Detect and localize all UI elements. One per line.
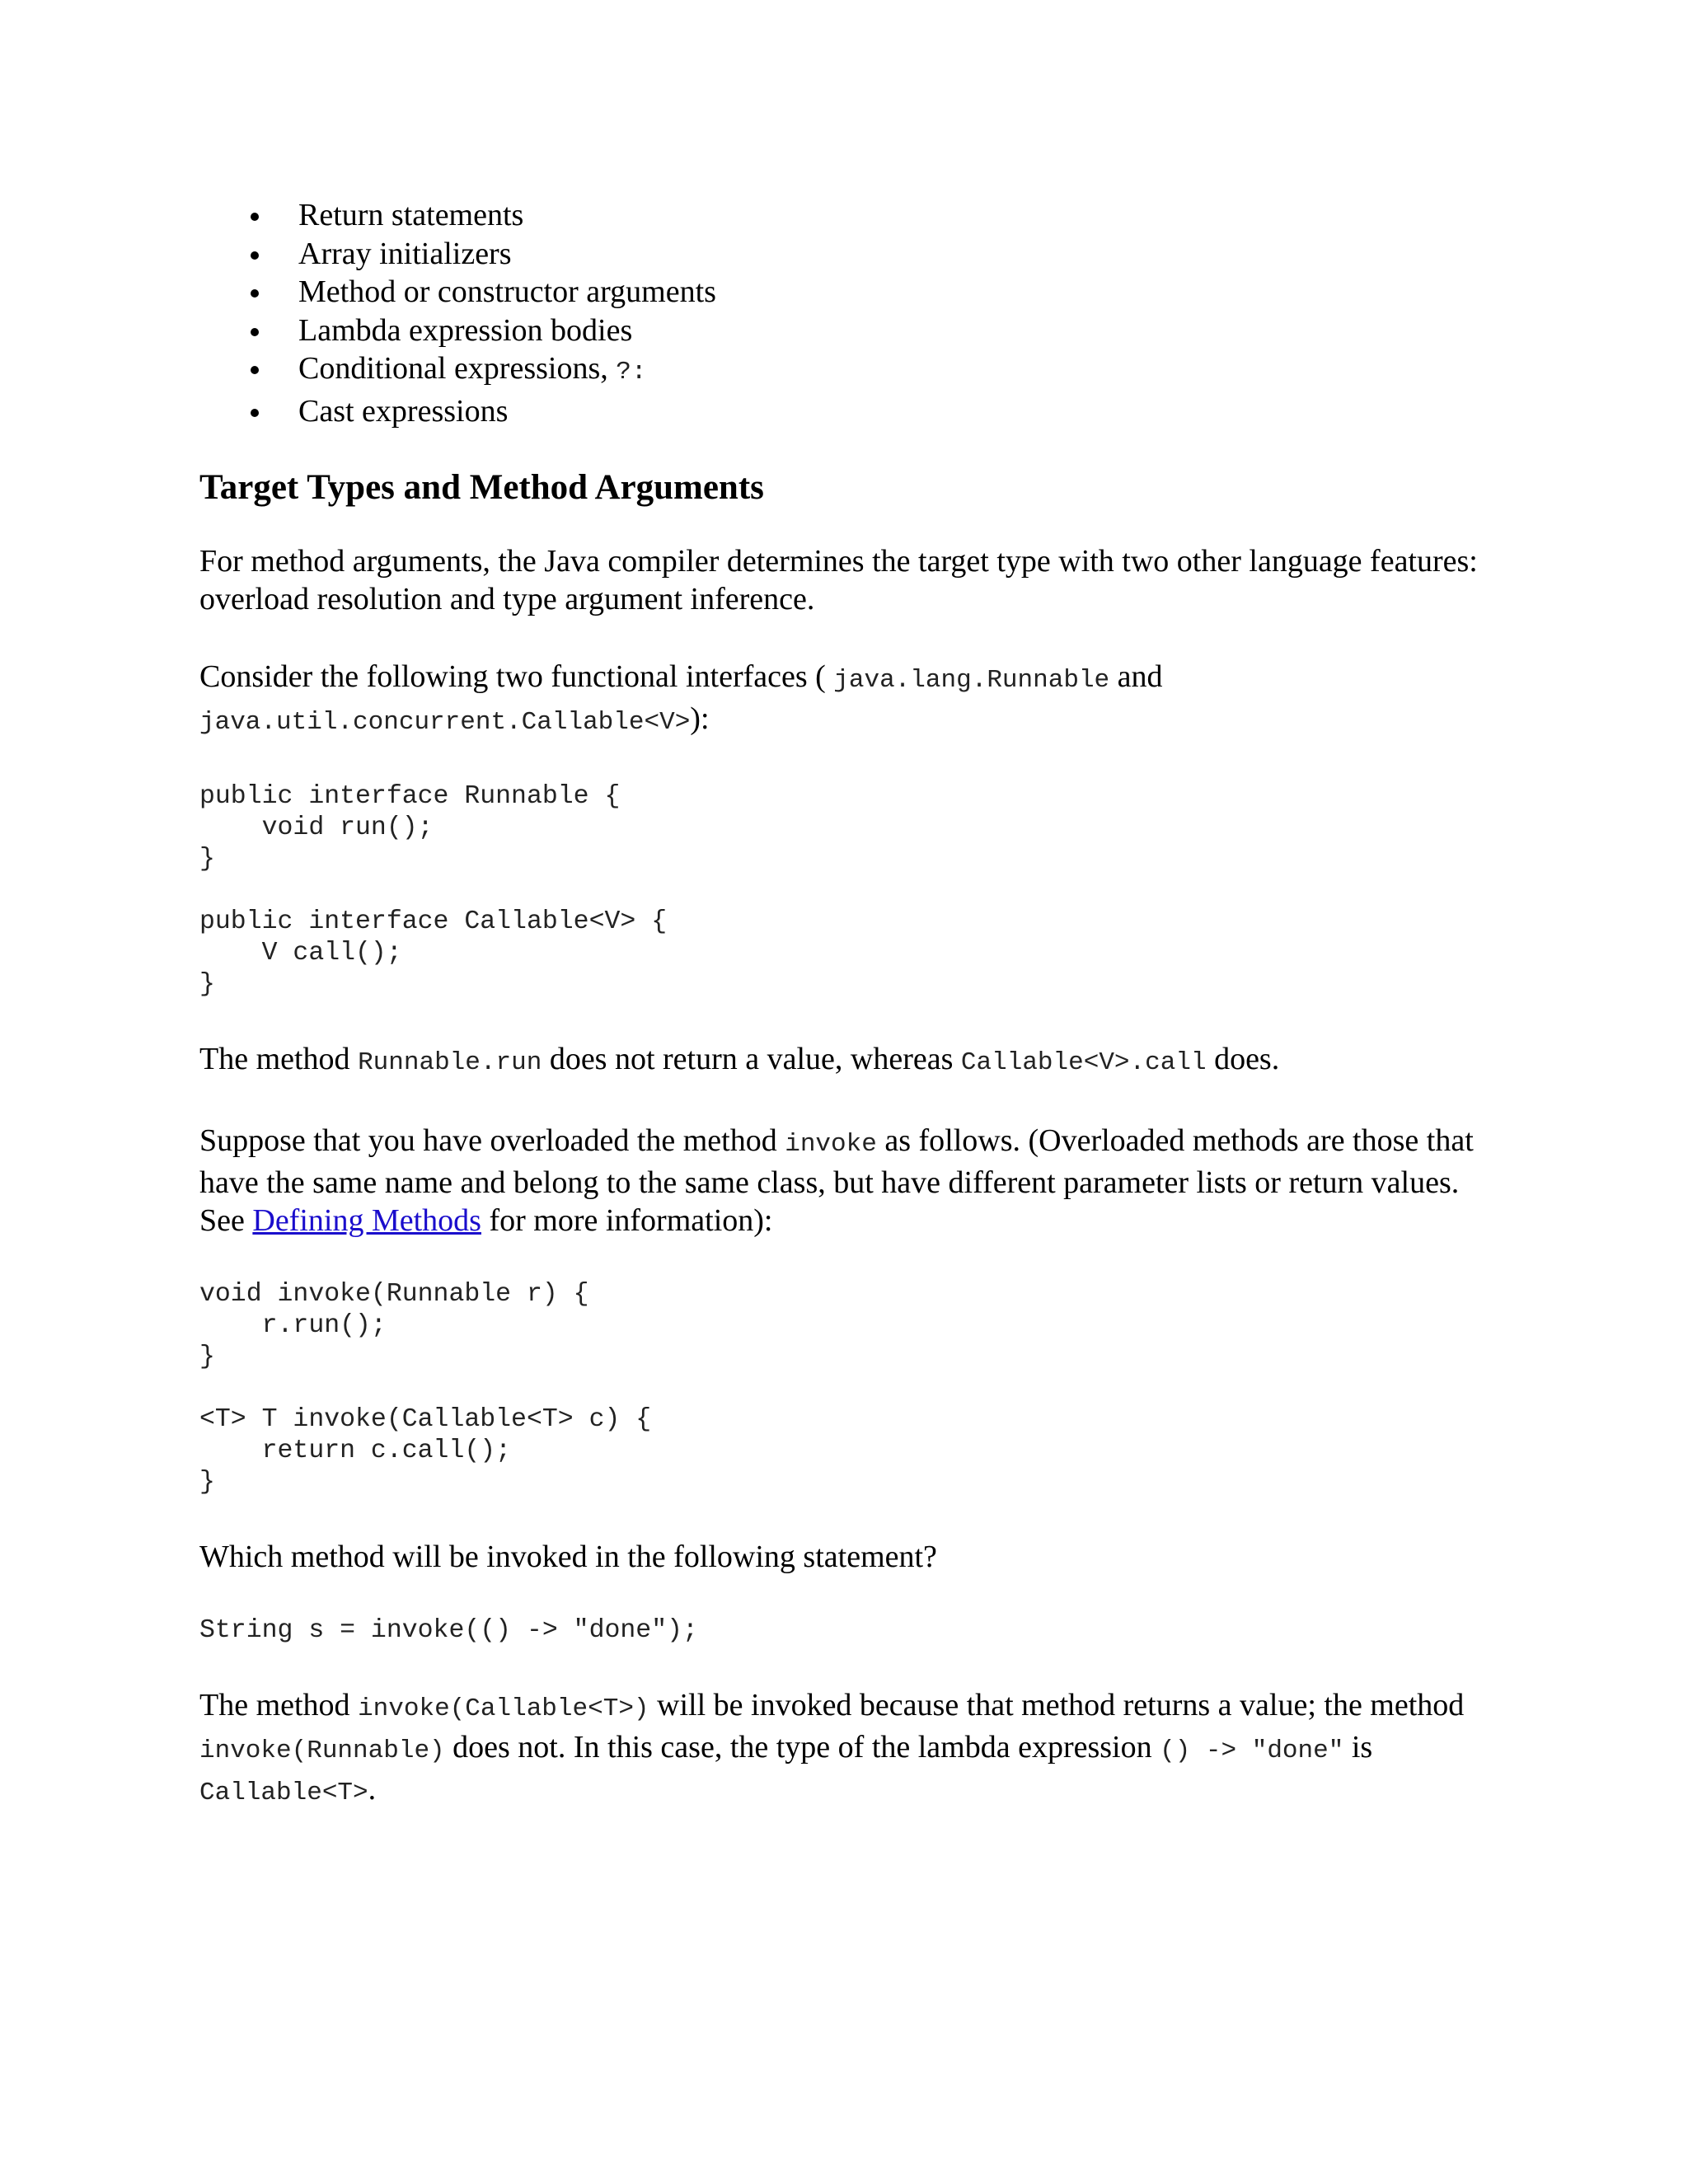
- inline-code: java.lang.Runnable: [833, 666, 1110, 695]
- inline-code: Runnable.run: [358, 1048, 542, 1077]
- defining-methods-link[interactable]: Defining Methods: [252, 1203, 481, 1238]
- list-item: Method or constructor arguments: [199, 273, 1502, 312]
- list-item: Lambda expression bodies: [199, 312, 1502, 350]
- document-page: [199, 196, 1502, 1812]
- target-context-list: [199, 196, 1502, 430]
- bullet-icon: [251, 213, 259, 221]
- section-heading: Target Types and Method Arguments: [199, 468, 764, 507]
- list-item: Return statements: [199, 196, 1502, 235]
- bullet-icon: [251, 366, 259, 374]
- bullet-icon: [251, 328, 259, 336]
- paragraph-question: Which method will be invoked in the following statement?: [199, 1540, 937, 1574]
- list-item: Cast expressions: [199, 392, 1502, 431]
- code-block-runnable: public interface Runnable { void run(); }: [199, 782, 621, 874]
- inline-code: invoke: [785, 1130, 877, 1159]
- paragraph-overload: Suppose that you have overloaded the method invoke as follows. (Overloaded methods are those that have the same name and belong to the same class, but have different parameter lists or return values. See Defining Methods for more information):: [199, 1123, 1474, 1238]
- paragraph-answer: The method invoke(Callable<T>) will be invoked because that method returns a value; the method invoke(Runnable) does not. In this case, the type of the lambda expression () -> "done" is Callable<T>.: [199, 1688, 1465, 1807]
- bullet-icon: [251, 251, 259, 260]
- paragraph-interfaces: Consider the following two functional interfaces ( java.lang.Runnable and java.util.concurrent.Callable<V>):: [199, 659, 1163, 737]
- inline-code: invoke(Runnable): [199, 1736, 445, 1765]
- paragraph-intro: For method arguments, the Java compiler determines the target type with two other language features: overload resolution and type argument inference.: [199, 544, 1478, 616]
- inline-code: invoke(Callable<T>): [358, 1694, 649, 1723]
- inline-code: Callable<V>.call: [960, 1048, 1207, 1077]
- code-block-callable: public interface Callable<V> { V call(); }: [199, 907, 668, 999]
- inline-code: ?:: [616, 358, 647, 387]
- code-block-invoke-runnable: void invoke(Runnable r) { r.run(); }: [199, 1280, 589, 1371]
- list-item: Conditional expressions, ?:: [199, 349, 1502, 392]
- code-block-statement: String s = invoke(() -> "done");: [199, 1616, 698, 1645]
- bullet-icon: [251, 289, 259, 298]
- list-item: Array initializers: [199, 235, 1502, 274]
- inline-code: () -> "done": [1160, 1736, 1344, 1765]
- inline-code: Callable<T>: [199, 1779, 368, 1807]
- paragraph-return-value: The method Runnable.run does not return a value, whereas Callable<V>.call does.: [199, 1042, 1280, 1077]
- code-block-invoke-callable: <T> T invoke(Callable<T> c) { return c.call(); }: [199, 1405, 652, 1497]
- bullet-icon: [251, 409, 259, 417]
- inline-code: java.util.concurrent.Callable<V>: [199, 708, 691, 737]
